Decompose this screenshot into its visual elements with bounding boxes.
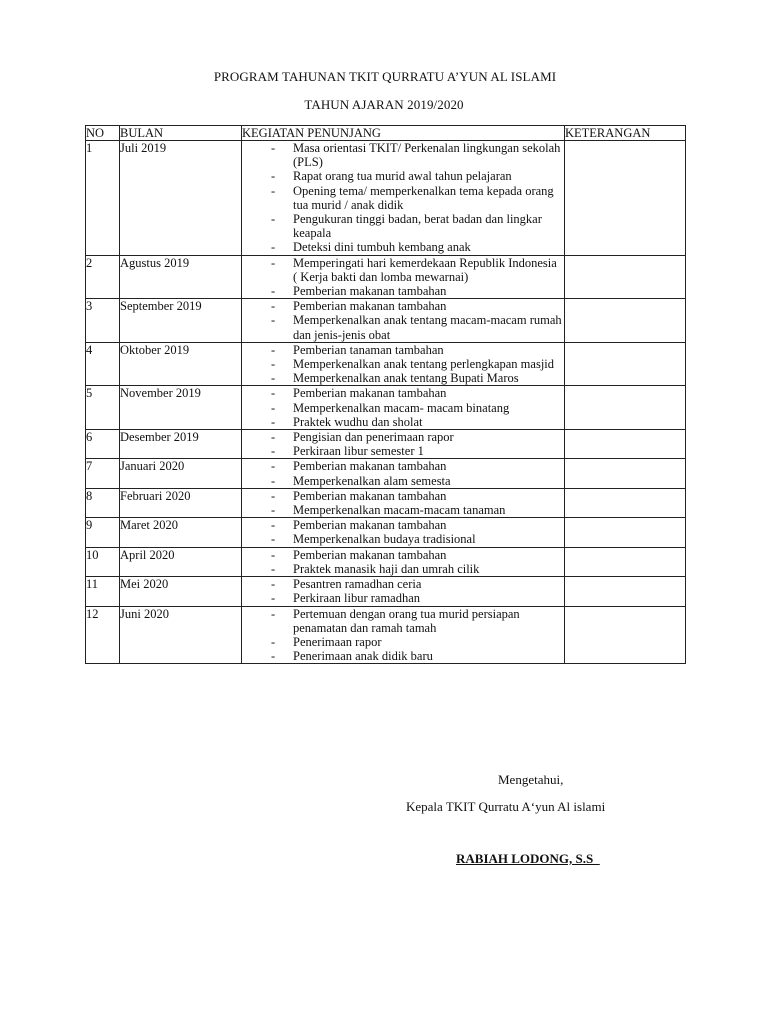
list-item xyxy=(242,489,564,503)
row-activities xyxy=(242,547,565,576)
activity-text: Memperkenalkan macam- macam binatang xyxy=(293,400,510,415)
dash-bullet-icon: - xyxy=(271,532,276,547)
activity-text: Pertemuan dengan orang tua murid persiapan penamatan dan ramah tamah xyxy=(293,606,520,635)
row-remarks xyxy=(565,547,686,576)
list-item xyxy=(242,415,564,429)
table-row xyxy=(86,342,686,386)
row-month: Juni 2020 xyxy=(120,606,242,664)
activity-list xyxy=(242,459,564,487)
activity-text: Memperkenalkan anak tentang Bupati Maros xyxy=(293,371,519,386)
activity-text: Pemberian tanaman tambahan xyxy=(293,342,444,357)
activity-text: Memperingati hari kemerdekaan Republik Indonesia ( Kerja bakti dan lomba mewarnai) xyxy=(293,255,557,284)
row-remarks xyxy=(565,488,686,517)
activity-text: Pengisian dan penerimaan rapor xyxy=(293,430,454,445)
list-item xyxy=(242,357,564,371)
activity-text: Pemberian makanan tambahan xyxy=(293,299,447,314)
activity-list xyxy=(242,607,564,664)
activity-text: Pemberian makanan tambahan xyxy=(293,386,447,401)
activity-list xyxy=(242,343,564,386)
row-activities xyxy=(242,430,565,459)
document-title: PROGRAM TAHUNAN TKIT QURRATU A’YUN AL ISLAMI xyxy=(213,69,557,84)
list-item xyxy=(242,284,564,298)
row-number: 10 xyxy=(86,547,120,576)
row-remarks xyxy=(565,430,686,459)
dash-bullet-icon: - xyxy=(271,430,276,445)
dash-bullet-icon: - xyxy=(271,141,276,155)
dash-bullet-icon: - xyxy=(271,444,276,459)
dash-bullet-icon: - xyxy=(271,518,276,533)
dash-bullet-icon: - xyxy=(271,547,276,562)
dash-bullet-icon: - xyxy=(271,634,276,649)
activity-text: Memperkenalkan anak tentang macam-macam rumah dan jenis-jenis obat xyxy=(293,313,562,342)
row-number: 6 xyxy=(86,430,120,459)
dash-bullet-icon: - xyxy=(271,649,276,664)
row-number: 5 xyxy=(86,386,120,430)
dash-bullet-icon: - xyxy=(271,183,276,198)
dash-bullet-icon: - xyxy=(271,400,276,415)
list-item xyxy=(242,184,564,212)
row-activities xyxy=(242,488,565,517)
list-item xyxy=(242,607,564,635)
row-month: Februari 2020 xyxy=(120,488,242,517)
list-item xyxy=(242,635,564,649)
dash-bullet-icon: - xyxy=(271,577,276,592)
list-item xyxy=(242,386,564,400)
row-number: 9 xyxy=(86,518,120,547)
activity-text: Memperkenalkan anak tentang perlengkapan masjid xyxy=(293,357,555,372)
row-number: 4 xyxy=(86,342,120,386)
row-remarks xyxy=(565,577,686,606)
list-item xyxy=(242,503,564,517)
dash-bullet-icon: - xyxy=(271,591,276,606)
activity-text: Masa orientasi TKIT/ Perkenalan lingkungan sekolah (PLS) xyxy=(293,141,561,170)
header-kegiatan: KEGIATAN PENUNJANG xyxy=(242,126,565,141)
activity-list xyxy=(242,577,564,605)
row-activities xyxy=(242,459,565,488)
activity-list xyxy=(242,430,564,458)
signatory-role: Kepala TKIT Qurratu A‘yun Al islami xyxy=(406,799,606,814)
row-number: 1 xyxy=(86,141,120,256)
row-month: Juli 2019 xyxy=(120,141,242,256)
acknowledged-label: Mengetahui, xyxy=(498,772,564,787)
row-number: 7 xyxy=(86,459,120,488)
header-bulan: BULAN xyxy=(120,126,242,141)
list-item xyxy=(242,256,564,284)
row-month: April 2020 xyxy=(120,547,242,576)
activity-text: Perkiraan libur ramadhan xyxy=(293,591,421,606)
activity-list xyxy=(242,386,564,429)
row-activities xyxy=(242,386,565,430)
dash-bullet-icon: - xyxy=(271,473,276,488)
row-activities xyxy=(242,518,565,547)
dash-bullet-icon: - xyxy=(271,240,276,255)
dash-bullet-icon: - xyxy=(271,503,276,518)
list-item xyxy=(242,141,564,169)
list-item xyxy=(242,430,564,444)
table-row xyxy=(86,430,686,459)
row-month: Agustus 2019 xyxy=(120,255,242,299)
row-activities xyxy=(242,141,565,256)
row-activities xyxy=(242,577,565,606)
table-row xyxy=(86,488,686,517)
row-month: Oktober 2019 xyxy=(120,342,242,386)
activity-text: Rapat orang tua murid awal tahun pelajaran xyxy=(293,169,512,184)
list-item xyxy=(242,459,564,473)
row-number: 2 xyxy=(86,255,120,299)
dash-bullet-icon: - xyxy=(271,561,276,576)
activity-text: Memperkenalkan budaya tradisional xyxy=(293,532,476,547)
activity-list xyxy=(242,141,564,255)
header-no: NO xyxy=(86,126,120,141)
activity-text: Opening tema/ memperkenalkan tema kepada orang tua murid / anak didik xyxy=(293,183,554,212)
row-month: November 2019 xyxy=(120,386,242,430)
activity-list xyxy=(242,489,564,517)
activity-text: Pemberian makanan tambahan xyxy=(293,488,447,503)
activity-list xyxy=(242,548,564,576)
activity-text: Pesantren ramadhan ceria xyxy=(293,577,422,592)
row-activities xyxy=(242,255,565,299)
table-body xyxy=(86,141,686,664)
list-item xyxy=(242,518,564,532)
row-remarks xyxy=(565,255,686,299)
row-remarks xyxy=(565,141,686,256)
dash-bullet-icon: - xyxy=(271,606,276,621)
table-row xyxy=(86,459,686,488)
signatory-name: RABIAH LODONG, S.S xyxy=(456,851,600,866)
row-activities xyxy=(242,342,565,386)
list-item xyxy=(242,548,564,562)
activity-text: Pemberian makanan tambahan xyxy=(293,459,447,474)
row-number: 8 xyxy=(86,488,120,517)
table-row xyxy=(86,141,686,256)
list-item xyxy=(242,649,564,663)
activity-list xyxy=(242,256,564,299)
activity-text: Memperkenalkan alam semesta xyxy=(293,473,451,488)
row-month: Desember 2019 xyxy=(120,430,242,459)
table-row xyxy=(86,255,686,299)
table-row xyxy=(86,577,686,606)
dash-bullet-icon: - xyxy=(271,459,276,474)
activity-text: Pemberian makanan tambahan xyxy=(293,284,447,299)
header-keterangan: KETERANGAN xyxy=(565,126,686,141)
list-item xyxy=(242,169,564,183)
row-activities xyxy=(242,299,565,343)
row-remarks xyxy=(565,386,686,430)
list-item xyxy=(242,577,564,591)
list-item xyxy=(242,371,564,385)
dash-bullet-icon: - xyxy=(271,255,276,270)
dash-bullet-icon: - xyxy=(271,284,276,299)
dash-bullet-icon: - xyxy=(271,299,276,314)
dash-bullet-icon: - xyxy=(271,313,276,328)
row-month: September 2019 xyxy=(120,299,242,343)
list-item xyxy=(242,401,564,415)
activity-text: Praktek manasik haji dan umrah cilik xyxy=(293,561,480,576)
table-row xyxy=(86,606,686,664)
list-item xyxy=(242,212,564,240)
dash-bullet-icon: - xyxy=(271,357,276,372)
document-subtitle: TAHUN AJARAN 2019/2020 xyxy=(304,97,464,112)
row-remarks xyxy=(565,518,686,547)
dash-bullet-icon: - xyxy=(271,414,276,429)
list-item xyxy=(242,532,564,546)
activity-text: Penerimaan anak didik baru xyxy=(293,649,433,664)
list-item xyxy=(242,343,564,357)
activity-list xyxy=(242,518,564,546)
activity-list xyxy=(242,299,564,342)
activity-text: Pengukuran tinggi badan, berat badan dan lingkar keapala xyxy=(293,212,542,241)
row-remarks xyxy=(565,342,686,386)
table-row xyxy=(86,386,686,430)
activity-text: Memperkenalkan macam-macam tanaman xyxy=(293,503,506,518)
row-remarks xyxy=(565,606,686,664)
activity-text: Deteksi dini tumbuh kembang anak xyxy=(293,240,471,255)
dash-bullet-icon: - xyxy=(271,386,276,401)
list-item xyxy=(242,474,564,488)
list-item xyxy=(242,299,564,313)
list-item xyxy=(242,240,564,254)
dash-bullet-icon: - xyxy=(271,212,276,227)
activity-text: Pemberian makanan tambahan xyxy=(293,518,447,533)
row-month: Januari 2020 xyxy=(120,459,242,488)
row-number: 12 xyxy=(86,606,120,664)
dash-bullet-icon: - xyxy=(271,371,276,386)
activity-text: Penerimaan rapor xyxy=(293,634,382,649)
list-item xyxy=(242,562,564,576)
row-number: 3 xyxy=(86,299,120,343)
table-header-row xyxy=(86,126,686,141)
dash-bullet-icon: - xyxy=(271,488,276,503)
table-row xyxy=(86,547,686,576)
list-item xyxy=(242,444,564,458)
activity-text: Praktek wudhu dan sholat xyxy=(293,414,423,429)
program-table xyxy=(85,125,686,664)
dash-bullet-icon: - xyxy=(271,169,276,184)
table-row xyxy=(86,518,686,547)
table-row xyxy=(86,299,686,343)
row-activities xyxy=(242,606,565,664)
row-month: Maret 2020 xyxy=(120,518,242,547)
row-month: Mei 2020 xyxy=(120,577,242,606)
dash-bullet-icon: - xyxy=(271,342,276,357)
list-item xyxy=(242,313,564,341)
row-remarks xyxy=(565,459,686,488)
row-number: 11 xyxy=(86,577,120,606)
activity-text: Pemberian makanan tambahan xyxy=(293,547,447,562)
activity-text: Perkiraan libur semester 1 xyxy=(293,444,424,459)
list-item xyxy=(242,591,564,605)
row-remarks xyxy=(565,299,686,343)
